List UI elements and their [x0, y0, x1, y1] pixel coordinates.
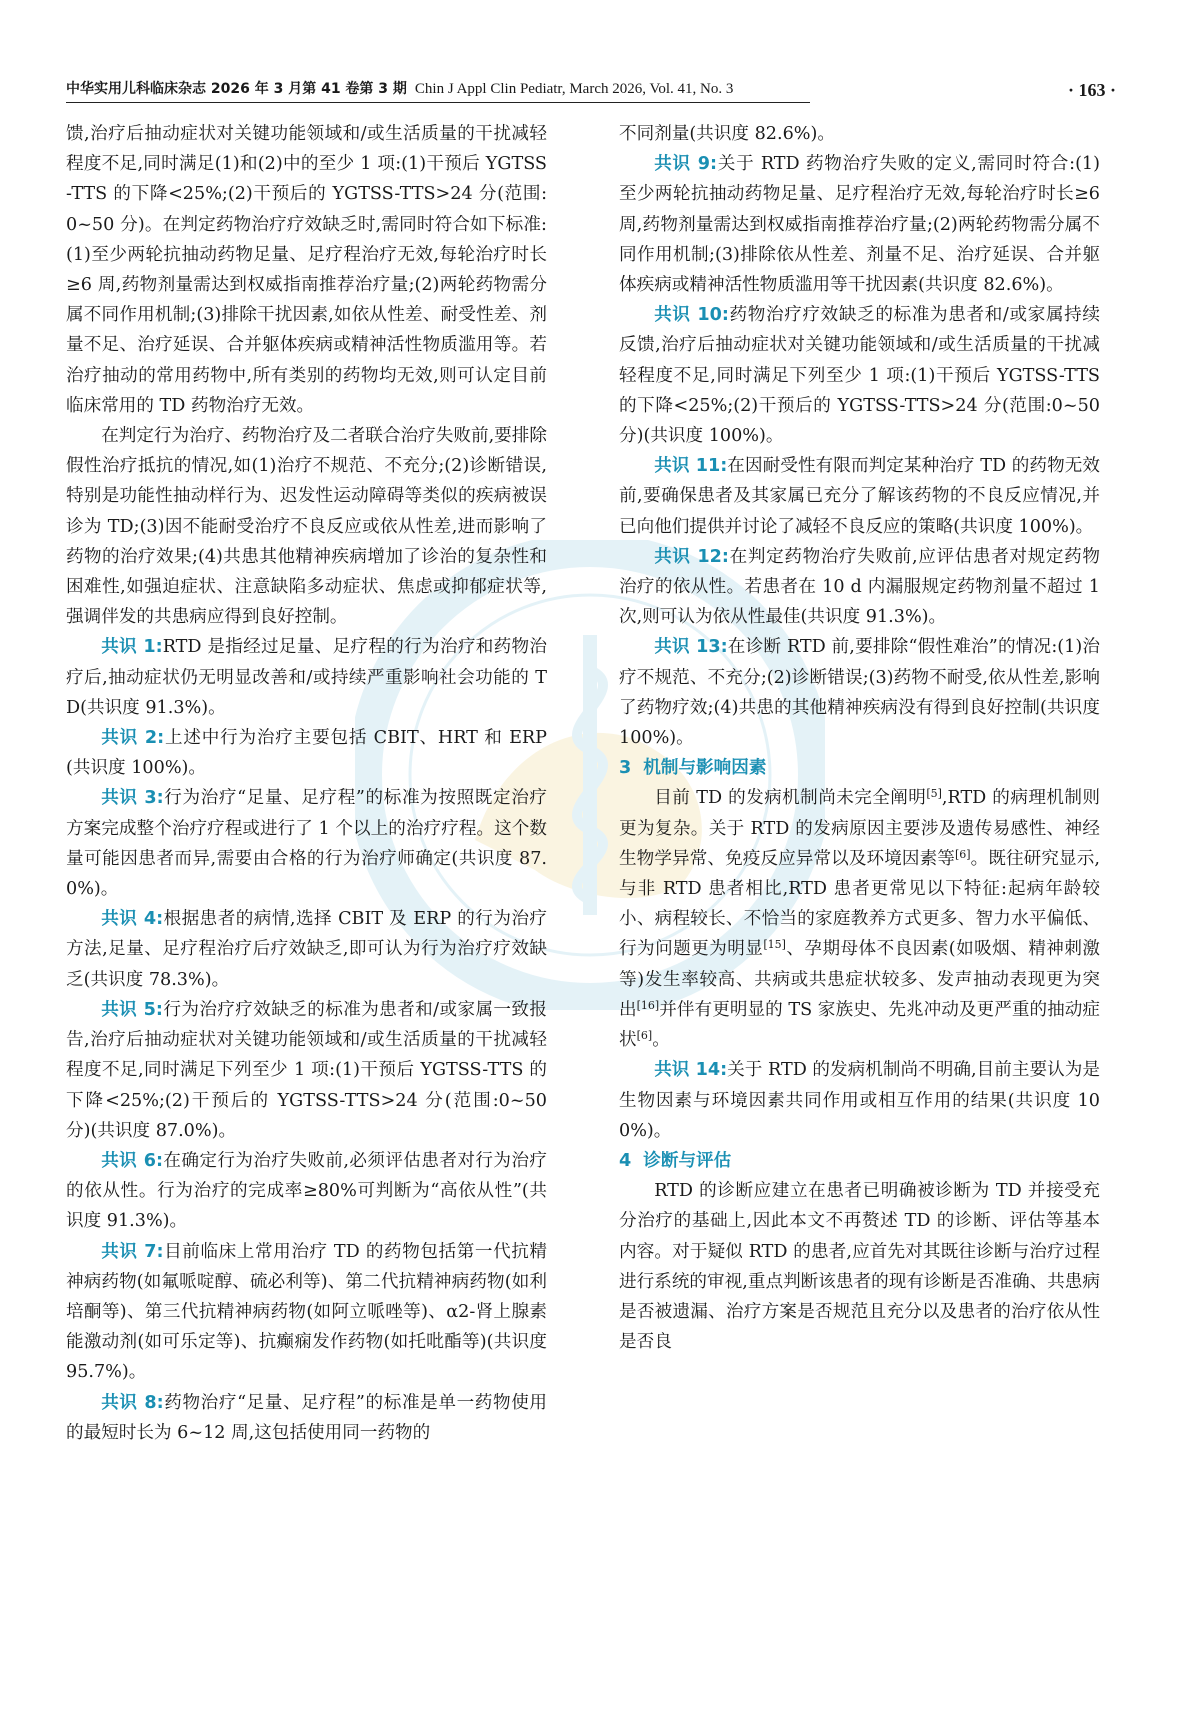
consensus-3 [66, 783, 547, 904]
consensus-label: 共识 5: [101, 999, 163, 1020]
consensus-text: 在判定药物治疗失败前,应评估患者对规定药物治疗的依从性。若患者在 10 d 内漏服规定药物剂量不超过 1 次,则可认为依从性最佳(共识度 91.3%)。 [619, 546, 1100, 628]
consensus-text: 在诊断 RTD 前,要排除“假性难治”的情况:(1)治疗不规范、不充分;(2)诊断错误;(3)药物不耐受,依从性差,影响了药物疗效;(4)共患的其他精神疾病没有得到良好控制(共识度 100%)。 [619, 637, 1100, 749]
consensus-text: 药物治疗疗效缺乏的标准为患者和/或家属持续反馈,治疗后抽动症状对关键功能领域和/或生活质量的干扰减轻程度不足,同时满足下列至少 1 项:(1)干预后 YGTSS-TTS 的下降<25%;(2)干预后的 YGTSS-TTS>24 分(范围:0~50 分)(共识度 100%)。 [619, 305, 1100, 447]
consensus-text: 在确定行为治疗失败前,必须评估患者对行为治疗的依从性。行为治疗的完成率≥80%可判断为“高依从性”(共识度 91.3%)。 [66, 1150, 547, 1232]
paragraph [619, 783, 1100, 1055]
consensus-text: 行为治疗疗效缺乏的标准为患者和/或家属一致报告,治疗后抽动症状对关键功能领域和/或生活质量的干扰减轻程度不足,同时满足下列至少 1 项:(1)干预后 YGTSS-TTS 的下降<25%;(2)干预后的 YGTSS-TTS>24 分(范围:0~50 分)(共识度 87.0%)。 [66, 999, 548, 1141]
consensus-text: 目前临床上常用治疗 TD 的药物包括第一代抗精神病药物(如氟哌啶醇、硫必利等)、第二代抗精神病药物(如利培酮等)、第三代抗精神病药物(如阿立哌唑等)、α2-肾上腺素能激动剂(如可乐定等)、抗癫痫发作药物(如托吡酯等)(共识度 95.7%)。 [66, 1241, 548, 1383]
consensus-7 [66, 1237, 547, 1388]
paragraph: 在判定行为治疗、药物治疗及二者联合治疗失败前,要排除假性治疗抵抗的情况,如(1)治疗不规范、不充分;(2)诊断错误,特别是功能性抽动样行为、迟发性运动障碍等类似的疾病被误诊为 TD;(3)因不能耐受治疗不良反应或依从性差,进而影响了药物的治疗效果;(4)共患其他精神疾病增加了诊治的复杂性和困难性,如强迫症状、注意缺陷多动症状、焦虑或抑郁症状等,强调伴发的共患病应得到良好控制。 [66, 426, 547, 628]
consensus-14 [619, 1055, 1100, 1146]
running-header [66, 78, 1116, 108]
consensus-13 [619, 632, 1100, 753]
paragraph: 不同剂量(共识度 82.6%)。 [619, 124, 835, 144]
consensus-text: 药物治疗“足量、足疗程”的标准是单一药物使用的最短时长为 6~12 周,这包括使用同一药物的 [66, 1392, 547, 1443]
left-column [66, 119, 547, 1448]
citation-ref: [16] [636, 998, 660, 1012]
consensus-label: 共识 12: [654, 546, 729, 567]
consensus-label: 共识 7: [101, 1241, 164, 1262]
consensus-label: 共识 13: [654, 637, 728, 658]
paragraph: 馈,治疗后抽动症状对关键功能领域和/或生活质量的干扰减轻程度不足,同时满足(1)和(2)中的至少 1 项:(1)干预后 YGTSS-TTS 的下降<25%;(2)干预后的 YGTSS-TTS>24 分(范围:0~50 分)。在判定药物治疗疗效缺乏时,需同时符合如下标准:(1)至少两轮抗抽动药物足量、足疗程治疗无效,每轮治疗时长≥6 周,药物剂量需达到权威指南推荐治疗量;(2)两轮药物需分属不同作用机制;(3)排除干扰因素,如依从性差、耐受性差、剂量不足、治疗延误、合并躯体疾病或精神活性物质滥用等。若治疗抽动的常用药物中,所有类别的药物均无效,则可认定目前临床常用的 TD 药物治疗无效。 [66, 124, 547, 416]
consensus-9 [619, 149, 1100, 300]
consensus-label: 共识 14: [654, 1060, 728, 1081]
section-number: 3 [619, 758, 632, 779]
consensus-label: 共识 2: [101, 728, 165, 749]
section-number: 4 [619, 1150, 632, 1171]
consensus-text: 在因耐受性有限而判定某种治疗 TD 的药物无效前,要确保患者及其家属已充分了解该药物的不良反应情况,并已向他们提供并讨论了减轻不良反应的策略(共识度 100%)。 [619, 456, 1100, 537]
consensus-text: RTD 是指经过足量、足疗程的行为治疗和药物治疗后,抽动症状仍无明显改善和/或持续严重影响社会功能的 TD(共识度 91.3%)。 [66, 637, 548, 718]
text-run: ,RTD 的病理机制则更为复杂。关于 RTD 的发病原因主要涉及遗传易感性、神经生物学异常、免疫反应异常以及环境因素等 [619, 788, 1101, 869]
section-heading-4 [619, 1146, 1100, 1176]
consensus-11 [619, 451, 1100, 542]
consensus-text: 行为治疗“足量、足疗程”的标准为按照既定治疗方案完成整个治疗疗程或进行了 1 个以上的治疗疗程。这个数量可能因患者而异,需要由合格的行为治疗师确定(共识度 87.0%)。 [66, 788, 547, 900]
consensus-text: 根据患者的病情,选择 CBIT 及 ERP 的行为治疗方法,足量、足疗程治疗后疗效缺乏,即可认为行为治疗疗效缺乏(共识度 78.3%)。 [66, 909, 548, 990]
consensus-label: 共识 1: [101, 637, 163, 658]
consensus-12 [619, 542, 1100, 633]
text-run: 、孕期母体不良因素(如吸烟、精神刺激等)发生率较高、共病或共患症状较多、发声抽动表现更为突出 [619, 939, 1100, 1020]
consensus-1 [66, 632, 547, 723]
consensus-label: 共识 10: [654, 305, 729, 326]
consensus-text: 上述中行为治疗主要包括 CBIT、HRT 和 ERP(共识度 100%)。 [66, 728, 547, 779]
header-rule [66, 102, 810, 103]
consensus-8 [66, 1388, 547, 1448]
citation-ref: [15] [763, 938, 786, 952]
consensus-10 [619, 300, 1100, 451]
citation-ref: [6] [954, 847, 971, 861]
page-number: · 163 · [1067, 80, 1116, 100]
consensus-text: 关于 RTD 药物治疗失败的定义,需同时符合:(1)至少两轮抗抽动药物足量、足疗程治疗无效,每轮治疗时长≥6 周,药物剂量需达到权威指南推荐治疗量;(2)两轮药物需分属不同作用机制;(3)排除依从性差、剂量不足、治疗延误、合并躯体疾病或精神活性物质滥用等干扰因素(共识度 82.6%)。 [619, 154, 1100, 296]
text-run: 。 [652, 1030, 670, 1051]
journal-name-cn: 中华实用儿科临床杂志 2026 年 3 月第 41 卷第 3 期 [66, 81, 407, 97]
consensus-text: 关于 RTD 的发病机制尚不明确,目前主要认为是生物因素与环境因素共同作用或相互作用的结果(共识度 100%)。 [619, 1060, 1100, 1141]
consensus-label: 共识 6: [101, 1150, 163, 1171]
journal-name-en: Chin J Appl Clin Pediatr, March 2026, Vol. 41, No. 3 [414, 81, 734, 97]
section-title: 机制与影响因素 [643, 758, 767, 779]
section-heading-3 [619, 753, 1100, 783]
text-run: 目前 TD 的发病机制尚未完全阐明 [654, 788, 927, 809]
consensus-2 [66, 723, 547, 783]
consensus-label: 共识 4: [101, 909, 164, 930]
section-title: 诊断与评估 [643, 1150, 732, 1171]
text-run: 并伴有更明显的 TS 家族史、先兆冲动及更严重的抽动症状 [619, 999, 1100, 1051]
consensus-label: 共识 11: [654, 456, 728, 477]
citation-ref: [5] [926, 787, 942, 801]
consensus-4 [66, 904, 547, 995]
consensus-label: 共识 8: [101, 1392, 164, 1413]
consensus-label: 共识 9: [654, 154, 718, 175]
consensus-5 [66, 995, 547, 1146]
citation-ref: [6] [636, 1029, 653, 1043]
paragraph: RTD 的诊断应建立在患者已明确被诊断为 TD 并接受充分治疗的基础上,因此本文不再赘述 TD 的诊断、评估等基本内容。对于疑似 RTD 的患者,应首先对其既往诊断与治疗过程进行系统的审视,重点判断该患者的现有诊断是否准确、共患病是否被遗漏、治疗方案是否规范且充分以及患者的治疗依从性是否良 [619, 1181, 1100, 1353]
right-column [619, 119, 1100, 1357]
consensus-6 [66, 1146, 547, 1237]
consensus-label: 共识 3: [101, 788, 164, 809]
text-run: 。既往研究显示,与非 RTD 患者相比,RTD 患者更常见以下特征:起病年龄较小、病程较长、不恰当的家庭教养方式更多、智力水平偏低、行为问题更为明显 [619, 848, 1100, 960]
journal-citation [66, 78, 733, 98]
